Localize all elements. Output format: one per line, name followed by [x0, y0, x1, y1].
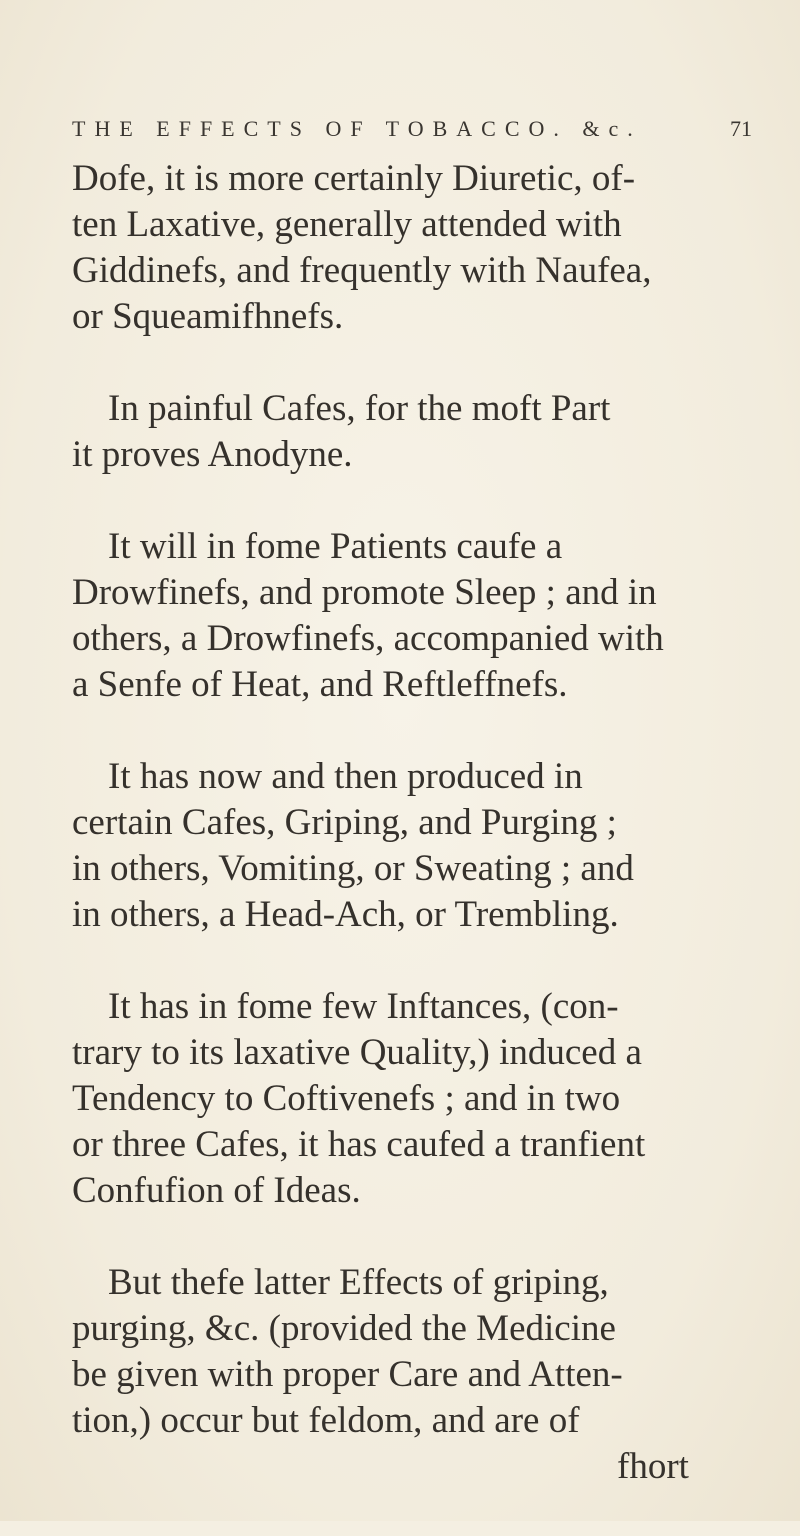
paragraph	[72, 754, 762, 938]
text-line: or three Cafes, it has caufed a tranfient	[72, 1124, 646, 1165]
text-line: ten Laxative, generally attended with	[72, 204, 622, 245]
text-line: In painful Cafes, for the moft Part	[108, 388, 611, 429]
text-line: in others, Vomiting, or Sweating ; and	[72, 848, 634, 889]
text-line: purging, &c. (provided the Medicine	[72, 1308, 616, 1349]
text-line: be given with proper Care and Atten-	[72, 1354, 623, 1395]
page-number: 71	[730, 116, 752, 141]
body-text	[72, 156, 762, 1536]
paragraph	[72, 1260, 762, 1490]
text-line: Dofe, it is more certainly Diuretic, of-	[72, 158, 636, 199]
text-line: trary to its laxative Quality,) induced a	[72, 1032, 642, 1073]
paragraph	[72, 984, 762, 1214]
text-line: a Senfe of Heat, and Reftleffnefs.	[72, 664, 568, 705]
text-line: others, a Drowfinefs, accompanied with	[72, 618, 664, 659]
text-line: certain Cafes, Griping, and Purging ;	[72, 802, 617, 843]
text-line: tion,) occur but feldom, and are of	[72, 1400, 580, 1441]
catchword: fhort	[617, 1446, 689, 1487]
text-line: Tendency to Coftivenefs ; and in two	[72, 1078, 621, 1119]
text-line: Drowfinefs, and promote Sleep ; and in	[72, 572, 657, 613]
running-title: THE EFFECTS OF TOBACCO. &c.	[72, 116, 642, 141]
text-line: or Squeamifhnefs.	[72, 296, 344, 337]
text-line: in others, a Head-Ach, or Trembling.	[72, 894, 619, 935]
text-line: But thefe latter Effects of griping,	[108, 1262, 609, 1303]
paragraph	[72, 156, 762, 340]
text-line: It has now and then produced in	[108, 756, 583, 797]
text-line: Giddinefs, and frequently with Naufea,	[72, 250, 652, 291]
running-header	[72, 116, 752, 142]
text-line: It will in fome Patients caufe a	[108, 526, 563, 567]
paragraph	[72, 524, 762, 708]
paragraph	[72, 386, 762, 478]
text-line: It has in fome few Inftances, (con-	[108, 986, 619, 1027]
text-line: Confufion of Ideas.	[72, 1170, 361, 1211]
text-line: it proves Anodyne.	[72, 434, 353, 475]
